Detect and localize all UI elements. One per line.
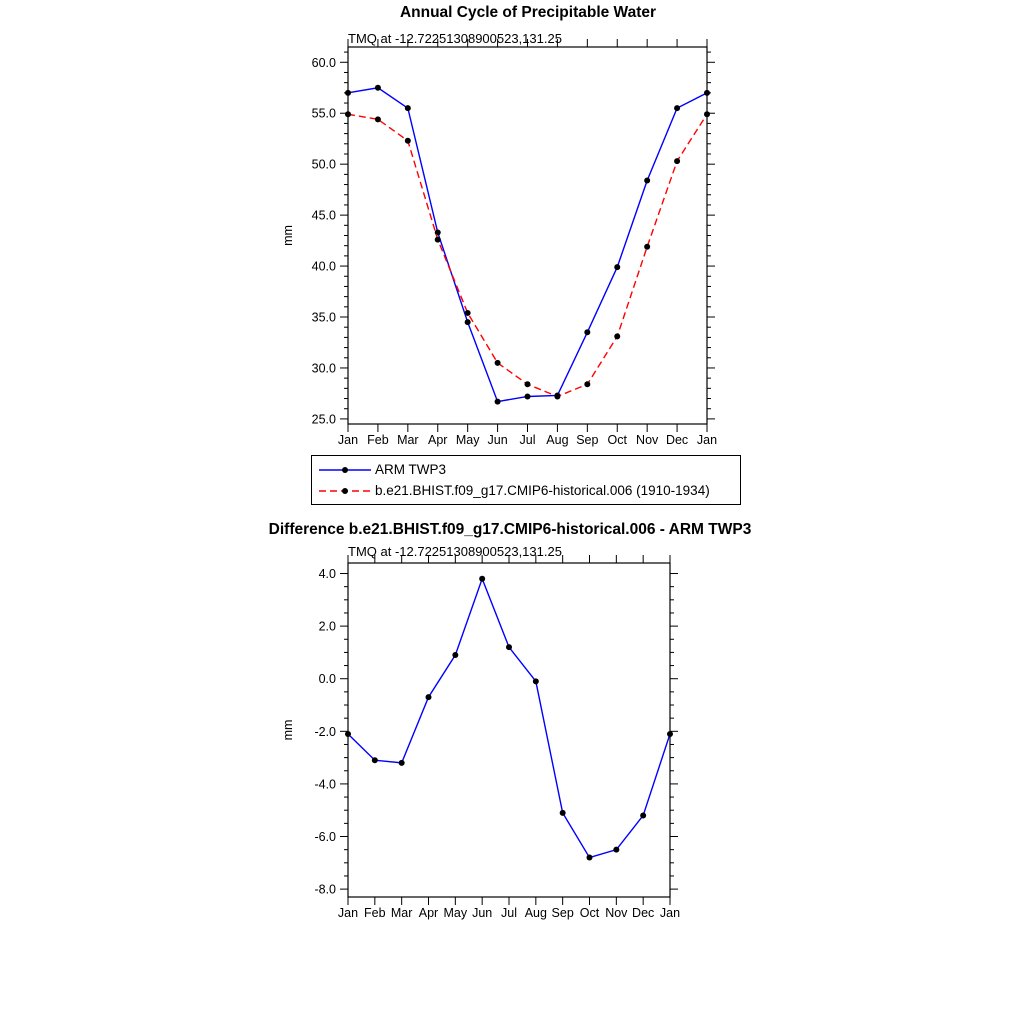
- legend-line-sample-blue-icon: [317, 462, 373, 478]
- chart2-title: Difference b.e21.BHIST.f09_g17.CMIP6-historical.006 - ARM TWP3: [268, 521, 752, 538]
- svg-text:Oct: Oct: [579, 906, 600, 920]
- svg-text:Mar: Mar: [390, 906, 413, 920]
- svg-text:Oct: Oct: [607, 433, 627, 447]
- annual-cycle-chart: [260, 35, 780, 455]
- svg-text:Jun: Jun: [487, 433, 508, 447]
- chart2-subtitle: TMQ at -12.72251308900523,131.25: [348, 544, 562, 559]
- svg-text:Jul: Jul: [519, 433, 536, 447]
- svg-text:-6.0: -6.0: [314, 830, 336, 845]
- svg-text:Jan: Jan: [337, 433, 359, 447]
- svg-text:mm: mm: [281, 225, 295, 246]
- svg-text:60.0: 60.0: [311, 55, 336, 70]
- svg-text:Dec: Dec: [665, 433, 689, 447]
- chart1-title: Annual Cycle of Precipitable Water: [399, 4, 657, 21]
- svg-text:Feb: Feb: [367, 433, 389, 447]
- svg-text:45.0: 45.0: [311, 208, 336, 223]
- chart1-subtitle: TMQ at -12.72251308900523,131.25: [348, 31, 562, 46]
- svg-text:Dec: Dec: [632, 906, 655, 920]
- svg-text:Feb: Feb: [364, 906, 386, 920]
- svg-text:Apr: Apr: [418, 906, 439, 920]
- legend: [311, 455, 741, 505]
- svg-text:Jan: Jan: [659, 906, 681, 920]
- svg-text:2.0: 2.0: [318, 619, 336, 634]
- series-line-1: [348, 114, 707, 396]
- legend-item-model: [317, 481, 735, 501]
- svg-text:Sep: Sep: [576, 433, 599, 447]
- legend-label-model: b.e21.BHIST.f09_g17.CMIP6-historical.006 (1910-1934): [375, 482, 710, 498]
- difference-chart: [260, 540, 780, 925]
- legend-item-arm-twp3: [317, 460, 735, 480]
- svg-text:mm: mm: [281, 719, 295, 741]
- svg-text:35.0: 35.0: [311, 310, 336, 325]
- legend-label-arm-twp3: ARM TWP3: [375, 461, 447, 477]
- svg-text:May: May: [455, 433, 480, 447]
- svg-text:May: May: [443, 906, 468, 920]
- svg-text:Aug: Aug: [524, 906, 547, 920]
- plot-frame: [348, 563, 670, 897]
- svg-text:-4.0: -4.0: [314, 777, 336, 792]
- svg-text:0.0: 0.0: [318, 672, 336, 687]
- svg-text:55.0: 55.0: [311, 106, 336, 121]
- svg-text:-8.0: -8.0: [314, 882, 336, 897]
- svg-text:Nov: Nov: [636, 433, 659, 447]
- series-line-0: [348, 579, 670, 858]
- svg-text:25.0: 25.0: [311, 412, 336, 427]
- svg-text:Aug: Aug: [546, 433, 569, 447]
- legend-line-sample-red-icon: [317, 483, 373, 499]
- svg-text:Jan: Jan: [696, 433, 718, 447]
- series-line-0: [348, 88, 707, 402]
- svg-text:Apr: Apr: [428, 433, 448, 447]
- svg-text:Sep: Sep: [551, 906, 574, 920]
- svg-text:Nov: Nov: [605, 906, 628, 920]
- svg-text:30.0: 30.0: [311, 361, 336, 376]
- svg-text:Jun: Jun: [472, 906, 493, 920]
- svg-text:Mar: Mar: [397, 433, 419, 447]
- svg-text:4.0: 4.0: [318, 567, 336, 582]
- svg-text:40.0: 40.0: [311, 259, 336, 274]
- svg-text:50.0: 50.0: [311, 157, 336, 172]
- svg-text:-2.0: -2.0: [314, 724, 336, 739]
- svg-text:Jan: Jan: [337, 906, 359, 920]
- svg-text:Jul: Jul: [501, 906, 517, 920]
